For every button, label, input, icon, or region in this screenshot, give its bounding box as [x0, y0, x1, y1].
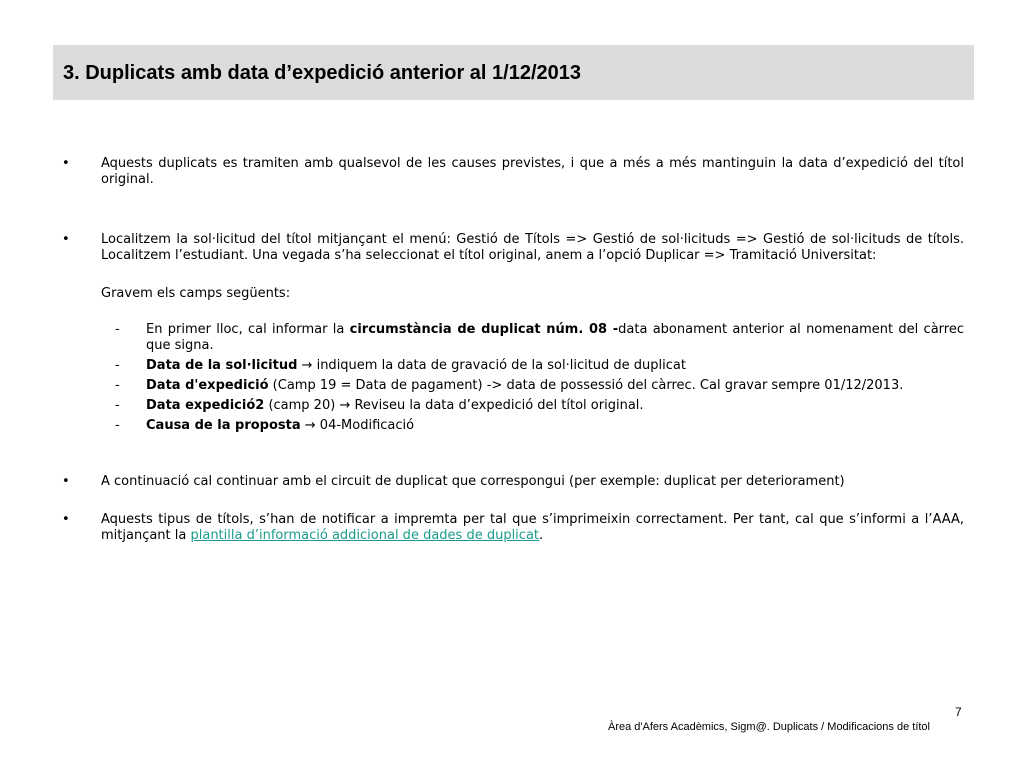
slide-content — [62, 150, 964, 544]
bullet-text: Aquests duplicats es tramiten amb qualsevol de les causes previstes, i que a més a més mantinguin la data d’expedició del títol original. — [101, 156, 964, 187]
item-text: (camp 20) — [264, 398, 340, 413]
list-item — [101, 418, 964, 434]
fields-intro: Gravem els camps següents: — [101, 286, 291, 301]
item-text: data abonament anterior al nomenament del càrrec que signa. — [146, 322, 964, 353]
dash-marker: - — [115, 322, 120, 337]
bullet-marker: • — [62, 232, 70, 247]
dash-marker: - — [115, 378, 120, 393]
slide-title: 3. Duplicats amb data d’expedició anterior al 1/12/2013 — [63, 62, 581, 84]
dash-marker: - — [115, 398, 120, 413]
template-link[interactable]: plantilla d’informació addicional de dades de duplicat — [190, 528, 540, 543]
item-bold-text: Causa de la proposta — [146, 418, 301, 433]
bullet-item — [62, 232, 964, 434]
bullet-text: Localitzem la sol·licitud del títol mitjançant el menú: Gestió de Títols => Gestió de sol·licituds => Gestió de sol·licituds de títols. Localitzem l’estudiant. Una vegada s’ha seleccionat el títol original, anem a l’opció Duplicar => Tramitació Universitat: — [101, 232, 964, 263]
item-text: indiquem la data de gravació de la sol·licitud de duplicat — [312, 358, 686, 373]
item-text: 04-Modificació — [315, 418, 415, 433]
list-item — [101, 322, 964, 354]
bullet-marker: • — [62, 512, 70, 527]
item-bold-text: Data expedició2 — [146, 398, 265, 413]
fields-list — [101, 322, 964, 434]
bullet-item — [62, 512, 964, 544]
item-bold-text: circumstància de duplicat núm. 08 - — [349, 322, 619, 337]
dash-marker: - — [115, 418, 120, 433]
arrow-icon: → — [339, 398, 351, 413]
list-item — [101, 398, 964, 414]
arrow-icon: → — [304, 418, 316, 433]
arrow-icon: → — [301, 358, 313, 373]
bullet-marker: • — [62, 474, 70, 489]
item-text: En primer lloc, cal informar la — [146, 322, 350, 337]
item-text: Reviseu la data d’expedició del títol original. — [350, 398, 644, 413]
list-item — [101, 358, 964, 374]
title-bar — [53, 45, 974, 100]
item-bold-text: Data de la sol·licitud — [146, 358, 298, 373]
bullet-item — [62, 474, 964, 490]
item-bold-text: Data d'expedició — [146, 378, 269, 393]
bullet-text: A continuació cal continuar amb el circuit de duplicat que correspongui (per exemple: duplicat per deteriorament) — [101, 474, 845, 489]
page-number: 7 — [955, 705, 962, 719]
bullet-text: Aquests tipus de títols, s’han de notificar a impremta per tal que s’imprimeixin correctament. Per tant, cal que s’informi a l’AAA, mitjançant la — [101, 512, 964, 543]
item-text: (Camp 19 = Data de pagament) -> data de possessió del càrrec. Cal gravar sempre 01/12/2013. — [268, 378, 904, 393]
bullet-text-end: . — [539, 528, 544, 543]
bullet-item — [62, 156, 964, 188]
list-item — [101, 378, 964, 394]
dash-marker: - — [115, 358, 120, 373]
footer-text: Àrea d'Afers Acadèmics, Sigm@. Duplicats / Modificacions de títol — [607, 721, 930, 733]
bullet-marker: • — [62, 156, 70, 171]
